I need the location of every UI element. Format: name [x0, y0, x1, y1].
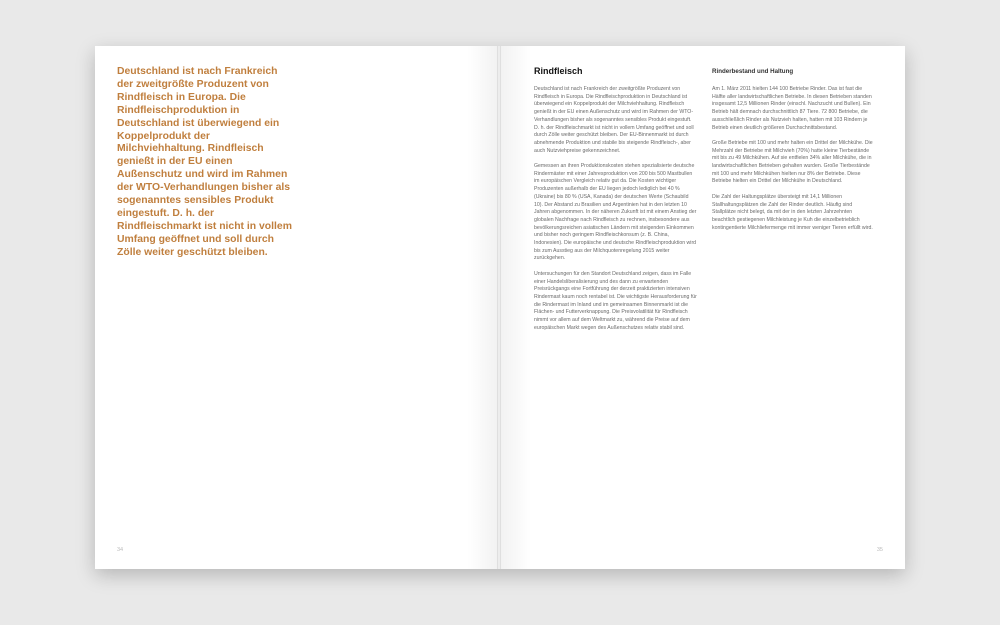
body-paragraph: Gemessen an ihren Produktionskosten stehen spezialisierte deutsche Rindermäster mit einer Jahresproduktion von 200 bis 500 Mastbullen im europäischen Vergleich relativ gut da. Die Kosten wichtiger Produzenten außerhalb der EU liegen jedoch lediglich bei 40 % (Ukraine) bis 80 % (USA, Kanada) der deutschen Werte (Schaubild 10). Der Abstand zu Brasilien und Argentinien hat in den letzten 10 Jahren abgenommen. In der näheren Zukunft ist mit einem Anstieg der globalen Nachfrage nach Rindfleisch zu rechnen, insbesondere aus bevölkerungsreichen asiatischen Ländern mit steigenden Einkommen und bisher noch geringem Rindfleischkonsum (z. B. China, Indonesien). Die europäische und deutsche Rindfleischproduktion wird bis zum Ausstieg aus der Milchquotenregelung 2015 weiter zurückgehen.	[534, 163, 697, 262]
page-number-left: 34	[117, 547, 124, 553]
pull-quote: Deutschland ist nach Frankreich der zweitgrößte Produzent von Rindfleisch in Europa. Die Rindfleischproduktion in Deutschland ist überwiegend ein Koppelprodukt der Milchviehhaltung. Rindfleisch genießt in der EU einen Außenschutz und wird im Rahmen der WTO-Verhandlungen bisher als sogenanntes sensibles Produkt eingestuft. D. h. der Rindfleischmarkt ist nicht in vollem Umfang geöffnet und soll durch Zölle weiter geschützt bleiben.	[117, 66, 292, 258]
body-paragraph: Die Zahl der Haltungsplätze übersteigt mit 14,1 Millionen Stallhaltungsplätzen die Zahl der Rinder deutlich. Häufig sind Stallplätze nicht belegt, da mit der in den letzten Jahrzehnten beachtlich gestiegenen Milchleistung je Kuh die einzelbetrieblich kontingentierte Milchliefermenge mit immer weniger Tieren erfüllt wird.	[712, 193, 873, 231]
body-paragraph: Am 1. März 2011 hielten 144 100 Betriebe Rinder. Das ist fast die Hälfte aller landwirtschaftlichen Betriebe. In diesen Betrieben standen insgesamt 12,5 Millionen Rinder (einschl. Nachzucht und Bullen). Ein Betrieb hält demnach durchschnittlich 87 Tiere. 72 800 Betriebe, die ausschließlich Rinder als Nutzvieh halten, hatten mit 103 Rindern je Betrieb einen deutlich größeren Durchschnittsbestand.	[712, 86, 872, 131]
body-paragraph: Untersuchungen für den Standort Deutschland zeigen, dass im Falle einer Handelsliberalisierung und des dann zu erwartenden Preisrückgangs eine Fortführung der derzeit praktizierten intensiven Rindermast kaum noch rentabel ist. Die wichtigste Herausforderung für die Rindermast im Inland und im gemeinsamen Binnenmarkt ist die Flächen- und Futterverknappung. Die Preisvolatilität für Rindfleisch nimmt vor allem auf dem Weltmarkt zu, während die Preise auf dem europäischen Markt wegen des Außenschutzes relativ stabil sind.	[534, 270, 697, 331]
body-paragraph: Große Betriebe mit 100 und mehr halten ein Drittel der Milchkühe. Die Mehrzahl der Betriebe mit Milchvieh (70%) hatte kleine Tierbestände mit bis zu 49 Milchkühen. Auf sie entfielen 34% aller Milchkühe, die in landwirtschaftlichen Betrieben gehalten wurden. Große Tierbestände mit 100 und mehr Milchkühen hielten nur 8% der Betriebe. Diese Betriebe hielten ein Drittel der Milchkühe in Deutschland.	[712, 139, 873, 185]
left-page	[95, 46, 497, 569]
right-page	[501, 46, 905, 569]
section-title: Rindfleisch	[534, 66, 583, 76]
section-subheading: Rinderbestand und Haltung	[712, 68, 794, 75]
text-column-right	[712, 86, 876, 240]
page-number-right: 35	[876, 547, 883, 553]
left-page-fold-shadow	[467, 46, 497, 569]
right-page-fold-shadow	[501, 46, 531, 569]
text-column-left	[534, 86, 698, 340]
open-book-spread	[95, 46, 905, 569]
body-paragraph: Deutschland ist nach Frankreich der zweitgrößte Produzent von Rindfleisch in Europa. Die Rindfleischproduktion in Deutschland ist überwiegend ein Koppelprodukt der Milchviehhaltung. Rindfleisch genießt in der EU einen Außenschutz und wird im Rahmen der WTO-Verhandlungen bisher als sogenanntes sensibles Produkt eingestuft. D. h. der Rindfleischmarkt ist nicht in vollem Umfang geöffnet und soll durch Zölle weiter geschützt bleiben. Der EU-Binnenmarkt ist durch abnehmende Produktion und stabile bis steigende Rindfleisch-, aber auch Nutzviehpreise gekennzeichnet.	[534, 86, 694, 154]
